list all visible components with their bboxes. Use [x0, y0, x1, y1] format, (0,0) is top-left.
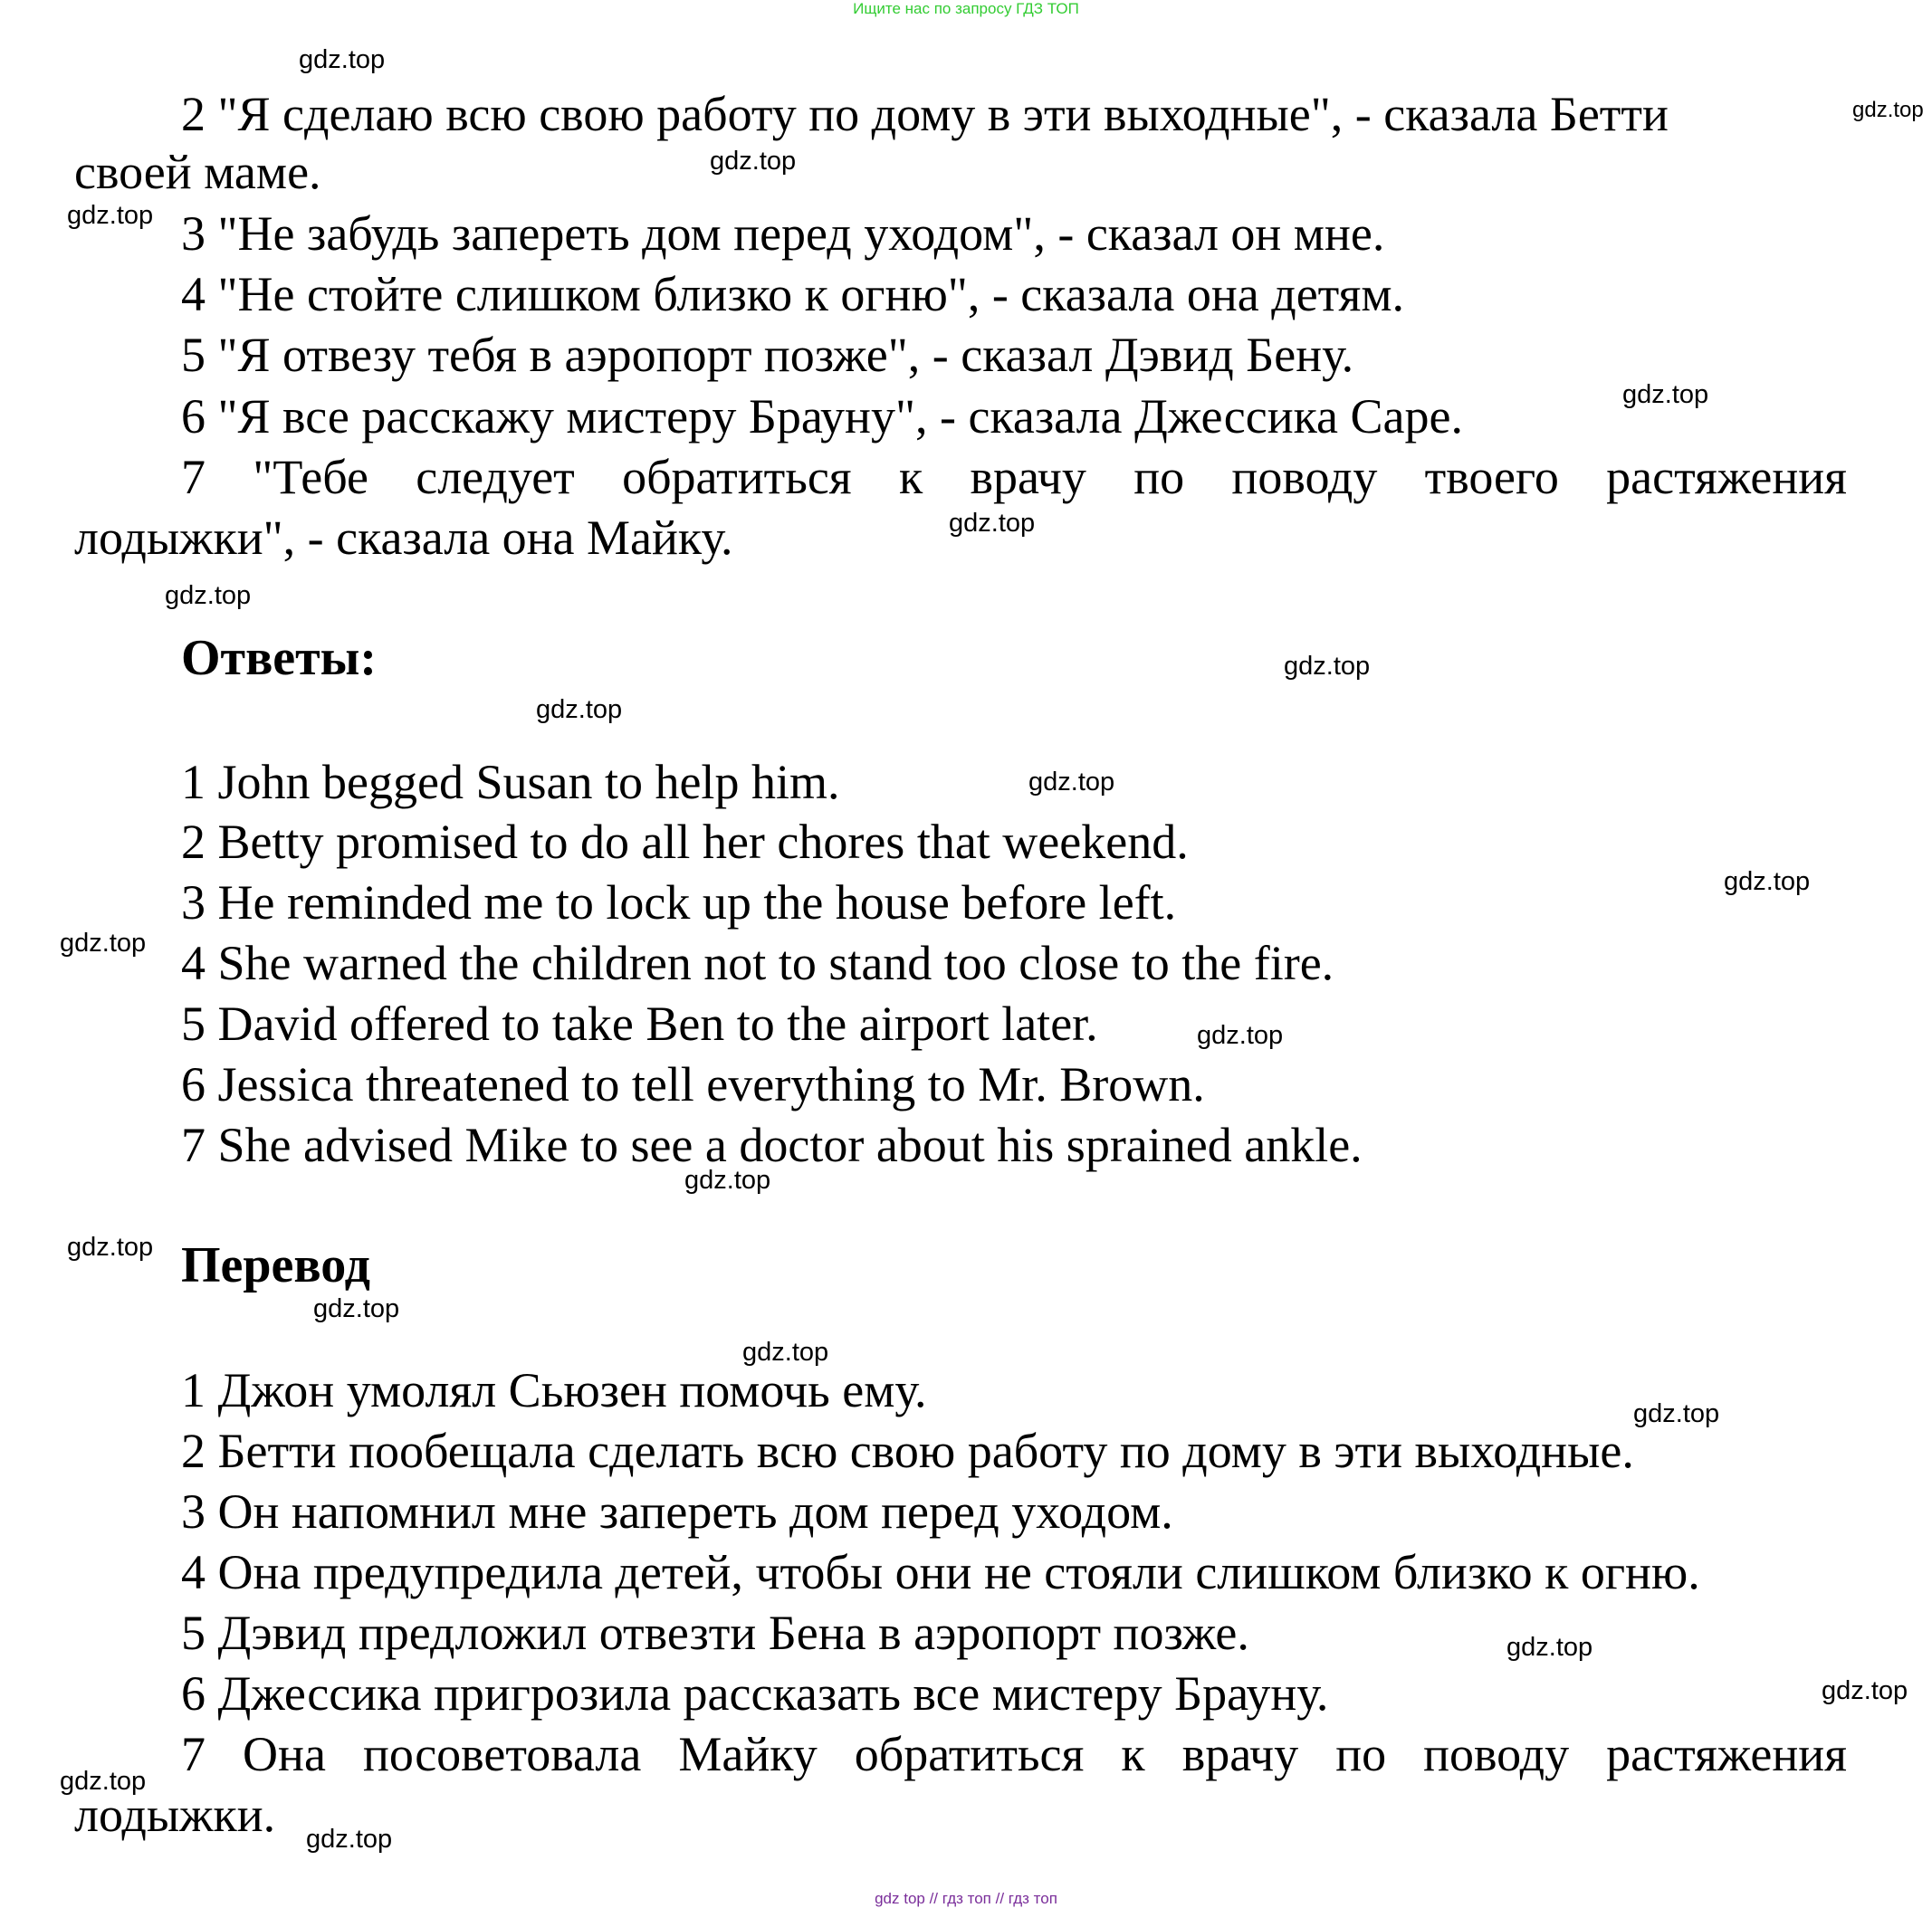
translation-item-1: 1 Джон умолял Сьюзен помочь ему. [181, 1363, 927, 1417]
watermark: gdz.top [742, 1338, 829, 1367]
translation-item-5: 5 Дэвид предложил отвезти Бена в аэропорт позже. [181, 1606, 1249, 1660]
translation-item-7-line-2: лодыжки. [74, 1788, 276, 1842]
translation-item-2: 2 Бетти пообещала сделать всю свою работу по дому в эти выходные. [181, 1424, 1634, 1478]
watermark: gdz.top [1724, 867, 1811, 896]
watermark: gdz.top [1506, 1633, 1593, 1662]
watermark: gdz.top [1852, 98, 1924, 122]
answer-item-1: 1 John begged Susan to help him. [181, 755, 840, 809]
watermark: gdz.top [536, 695, 623, 724]
task-item-3: 3 "Не забудь запереть дом перед уходом", - сказал он мне. [181, 206, 1385, 261]
watermark: gdz.top [1633, 1399, 1720, 1428]
task-item-7-line-1: 7 "Тебе следует обратиться к врачу по поводу твоего растяжения [181, 450, 1847, 504]
answer-item-4: 4 She warned the children not to stand too close to the fire. [181, 936, 1334, 990]
watermark: gdz.top [165, 581, 252, 610]
translation-item-6: 6 Джессика пригрозила рассказать все мистеру Брауну. [181, 1666, 1329, 1721]
watermark: gdz.top [60, 929, 147, 958]
task-item-6: 6 "Я все расскажу мистеру Брауну", - сказала Джессика Саре. [181, 389, 1463, 444]
answer-item-7: 7 She advised Mike to see a doctor about his sprained ankle. [181, 1118, 1363, 1172]
watermark: gdz.top [684, 1166, 771, 1195]
watermark: gdz.top [67, 1233, 154, 1262]
translation-heading: Перевод [181, 1237, 370, 1293]
watermark: gdz.top [949, 509, 1036, 538]
watermark: gdz.top [313, 1294, 400, 1323]
answer-item-6: 6 Jessica threatened to tell everything to Mr. Brown. [181, 1057, 1205, 1111]
answer-item-3: 3 He reminded me to lock up the house before left. [181, 875, 1177, 930]
answers-heading: Ответы: [181, 630, 378, 686]
task-item-4: 4 "Не стойте слишком близко к огню", - сказала она детям. [181, 267, 1405, 321]
watermark: gdz.top [1622, 380, 1709, 409]
translation-item-4: 4 Она предупредила детей, чтобы они не стояли слишком близко к огню. [181, 1545, 1700, 1599]
watermark: gdz.top [1284, 652, 1371, 681]
translation-item-3: 3 Он напомнил мне запереть дом перед уходом. [181, 1484, 1173, 1539]
task-item-2-line-1: 2 "Я сделаю всю свою работу по дому в эти выходные", - сказала Бетти [181, 87, 1669, 141]
task-item-7-line-2: лодыжки", - сказала она Майку. [74, 510, 733, 565]
watermark: gdz.top [60, 1767, 147, 1796]
translation-item-7-line-1: 7 Она посоветовала Майку обратиться к врачу по поводу растяжения [181, 1727, 1847, 1781]
watermark: gdz.top [67, 201, 154, 230]
watermark: gdz.top [1028, 768, 1115, 797]
answer-item-2: 2 Betty promised to do all her chores that weekend. [181, 815, 1189, 869]
watermark: gdz.top [1197, 1021, 1284, 1050]
task-item-2-line-2: своей маме. [74, 145, 321, 199]
watermark: gdz.top [299, 45, 386, 74]
answer-item-5: 5 David offered to take Ben to the airport later. [181, 997, 1098, 1051]
watermark: gdz.top [1822, 1676, 1908, 1705]
footer-links[interactable]: gdz top // гдз топ // гдз топ [875, 1890, 1057, 1907]
top-banner[interactable]: Ищите нас по запросу ГДЗ ТОП [853, 0, 1079, 17]
watermark: gdz.top [710, 147, 797, 176]
watermark: gdz.top [306, 1825, 393, 1854]
task-item-5: 5 "Я отвезу тебя в аэропорт позже", - сказал Дэвид Бену. [181, 328, 1354, 382]
